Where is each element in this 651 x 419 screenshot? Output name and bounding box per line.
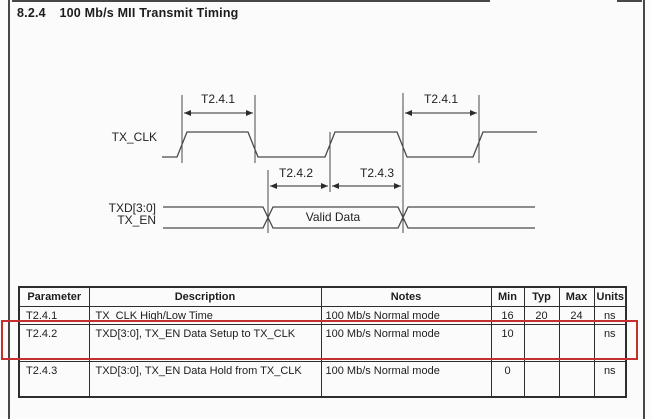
- col-header-description: Description: [89, 287, 321, 306]
- col-header-notes: Notes: [321, 287, 491, 306]
- txd-bus-label-line2: TX_EN: [117, 213, 156, 227]
- cell-units: ns: [594, 306, 626, 324]
- cell-typ: 20: [524, 306, 559, 324]
- dim-label-hold: T2.4.3: [359, 166, 395, 180]
- cell-units: ns: [594, 324, 626, 361]
- section-title-text: 100 Mb/s MII Transmit Timing: [59, 6, 239, 20]
- valid-data-label: Valid Data: [305, 210, 361, 224]
- cell-description: TXD[3:0], TX_EN Data Setup to TX_CLK: [89, 324, 321, 361]
- col-header-typ: Typ: [524, 287, 559, 306]
- table-row: [19, 361, 626, 397]
- cell-description: TX_CLK High/Low Time: [89, 306, 321, 324]
- txd-bus-label-line1: TXD[3:0]: [108, 201, 156, 215]
- dim-label-setup: T2.4.2: [278, 166, 314, 180]
- col-header-min: Min: [491, 287, 524, 306]
- section-number: 8.2.4: [17, 6, 46, 20]
- col-header-max: Max: [559, 287, 594, 306]
- tx-clk-label: TX_CLK: [111, 130, 157, 144]
- dim-label-low-time: T2.4.1: [423, 92, 459, 106]
- dim-label-high-time: T2.4.1: [200, 92, 236, 106]
- col-header-parameter: Parameter: [19, 287, 89, 306]
- tx-clk-waveform: [162, 132, 537, 157]
- cell-description: TXD[3:0], TX_EN Data Hold from TX_CLK: [89, 361, 321, 397]
- cell-max: [559, 361, 594, 397]
- cell-min: 0: [491, 361, 524, 397]
- cell-notes: 100 Mb/s Normal mode: [321, 361, 491, 397]
- cell-notes: 100 Mb/s Normal mode: [321, 306, 491, 324]
- cell-notes: 100 Mb/s Normal mode: [321, 324, 491, 361]
- cell-typ: [524, 361, 559, 397]
- highlight-box: [1, 320, 638, 360]
- table-header-row: [19, 287, 626, 306]
- cell-parameter: T2.4.2: [19, 324, 89, 361]
- cell-units: ns: [594, 361, 626, 397]
- cell-max: 24: [559, 306, 594, 324]
- cell-min: 16: [491, 306, 524, 324]
- cell-parameter: T2.4.1: [19, 306, 89, 324]
- cell-parameter: T2.4.3: [19, 361, 89, 397]
- cell-min: 10: [491, 324, 524, 361]
- col-header-units: Units: [594, 287, 626, 306]
